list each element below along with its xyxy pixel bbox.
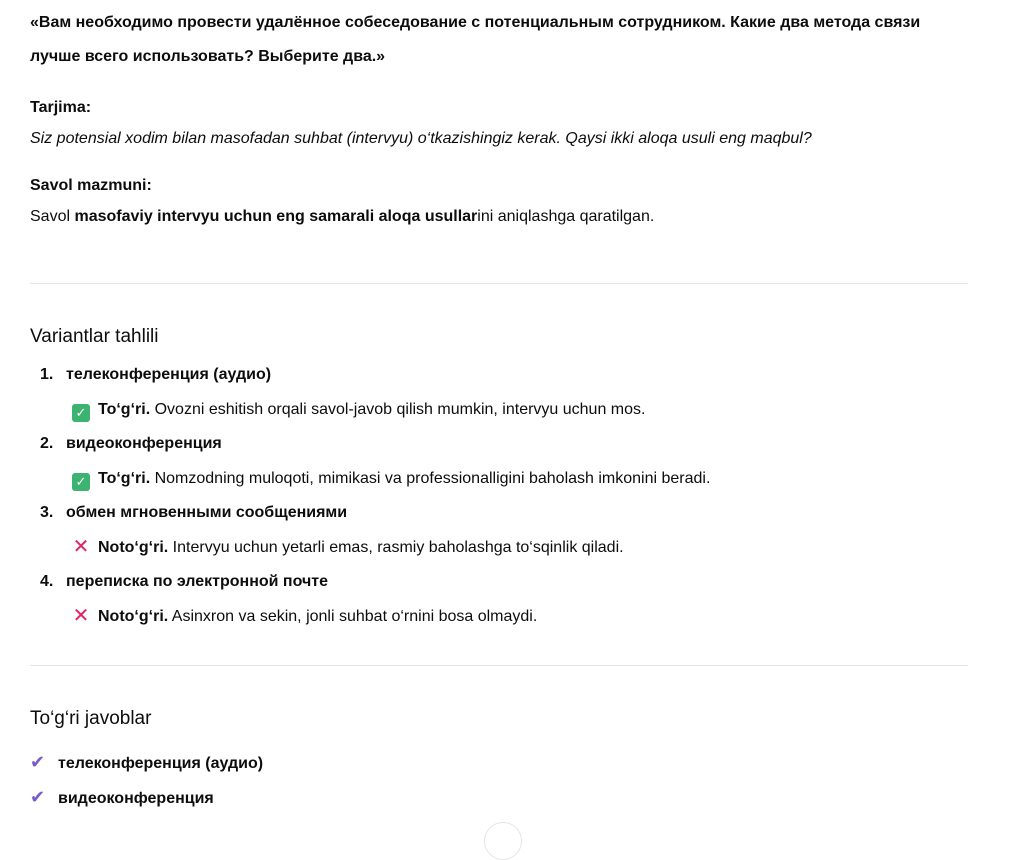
option-label: обмен мгновенными сообщениями	[66, 504, 348, 521]
summary-label: Savol mazmuni:	[30, 177, 152, 194]
option-title	[40, 565, 960, 599]
checkmark-icon: ✔	[30, 787, 46, 807]
analysis-heading: Variantlar tahlili	[30, 326, 159, 347]
answers-heading: To‘g‘ri javoblar	[30, 708, 152, 729]
option-verdict: Noto‘g‘ri.	[98, 539, 169, 556]
question-block	[30, 0, 968, 230]
checkmark-icon: ✔	[30, 752, 46, 772]
option-item	[40, 427, 960, 496]
question-text: «Вам необходимо провести удалённое собеседование с потенциальным сотрудником. Какие два метода связи лучше всего использовать? Выберите два.»	[30, 14, 921, 65]
cross-icon: ✕	[72, 605, 90, 627]
option-label: переписка по электронной почте	[66, 573, 328, 590]
option-number: 4.	[40, 573, 54, 590]
answer-item	[30, 752, 263, 773]
option-explanation: Intervyu uchun yetarli emas, rasmiy baholashga to‘sqinlik qiladi.	[172, 539, 624, 556]
option-label: видеоконференция	[66, 435, 222, 452]
option-note	[40, 392, 960, 427]
option-verdict: To‘g‘ri.	[98, 470, 151, 487]
summary-bold: masofaviy intervyu uchun eng samarali aloqa usullar	[74, 208, 478, 225]
option-explanation: Ovozni eshitish orqali savol-javob qilish mumkin, intervyu uchun mos.	[154, 401, 646, 418]
option-number: 3.	[40, 504, 54, 521]
option-note	[40, 530, 960, 565]
translation-text: Siz potensial xodim bilan masofadan suhbat (intervyu) o‘tkazishingiz kerak. Qaysi ikki aloqa usuli eng maqbul?	[30, 130, 812, 147]
option-verdict: Noto‘g‘ri.	[98, 608, 169, 625]
translation-label: Tarjima:	[30, 99, 92, 116]
answer-item	[30, 787, 214, 808]
option-item	[40, 358, 960, 427]
options-list	[40, 358, 960, 634]
divider-1	[30, 283, 968, 284]
option-item	[40, 565, 960, 634]
summary-suffix: ini aniqlashga qaratilgan.	[477, 208, 655, 225]
option-explanation: Asinxron va sekin, jonli suhbat o‘rnini bosa olmaydi.	[171, 608, 538, 625]
option-item	[40, 496, 960, 565]
option-title	[40, 427, 960, 461]
option-title	[40, 358, 960, 392]
check-box-icon: ✓	[72, 473, 90, 491]
option-title	[40, 496, 960, 530]
option-number: 1.	[40, 366, 54, 383]
cross-icon: ✕	[72, 536, 90, 558]
divider-2	[30, 665, 968, 666]
option-number: 2.	[40, 435, 54, 452]
summary-text	[30, 204, 968, 230]
check-box-icon: ✓	[72, 404, 90, 422]
option-explanation: Nomzodning muloqoti, mimikasi va professionalligini baholash imkonini beradi.	[154, 470, 711, 487]
option-label: телеконференция (аудио)	[66, 366, 272, 383]
answer-label: видеоконференция	[58, 790, 214, 807]
option-note	[40, 461, 960, 496]
option-verdict: To‘g‘ri.	[98, 401, 151, 418]
summary-prefix: Savol	[30, 208, 75, 225]
option-note	[40, 599, 960, 634]
answer-label: телеконференция (аудио)	[58, 755, 264, 772]
scroll-button[interactable]	[484, 822, 522, 860]
